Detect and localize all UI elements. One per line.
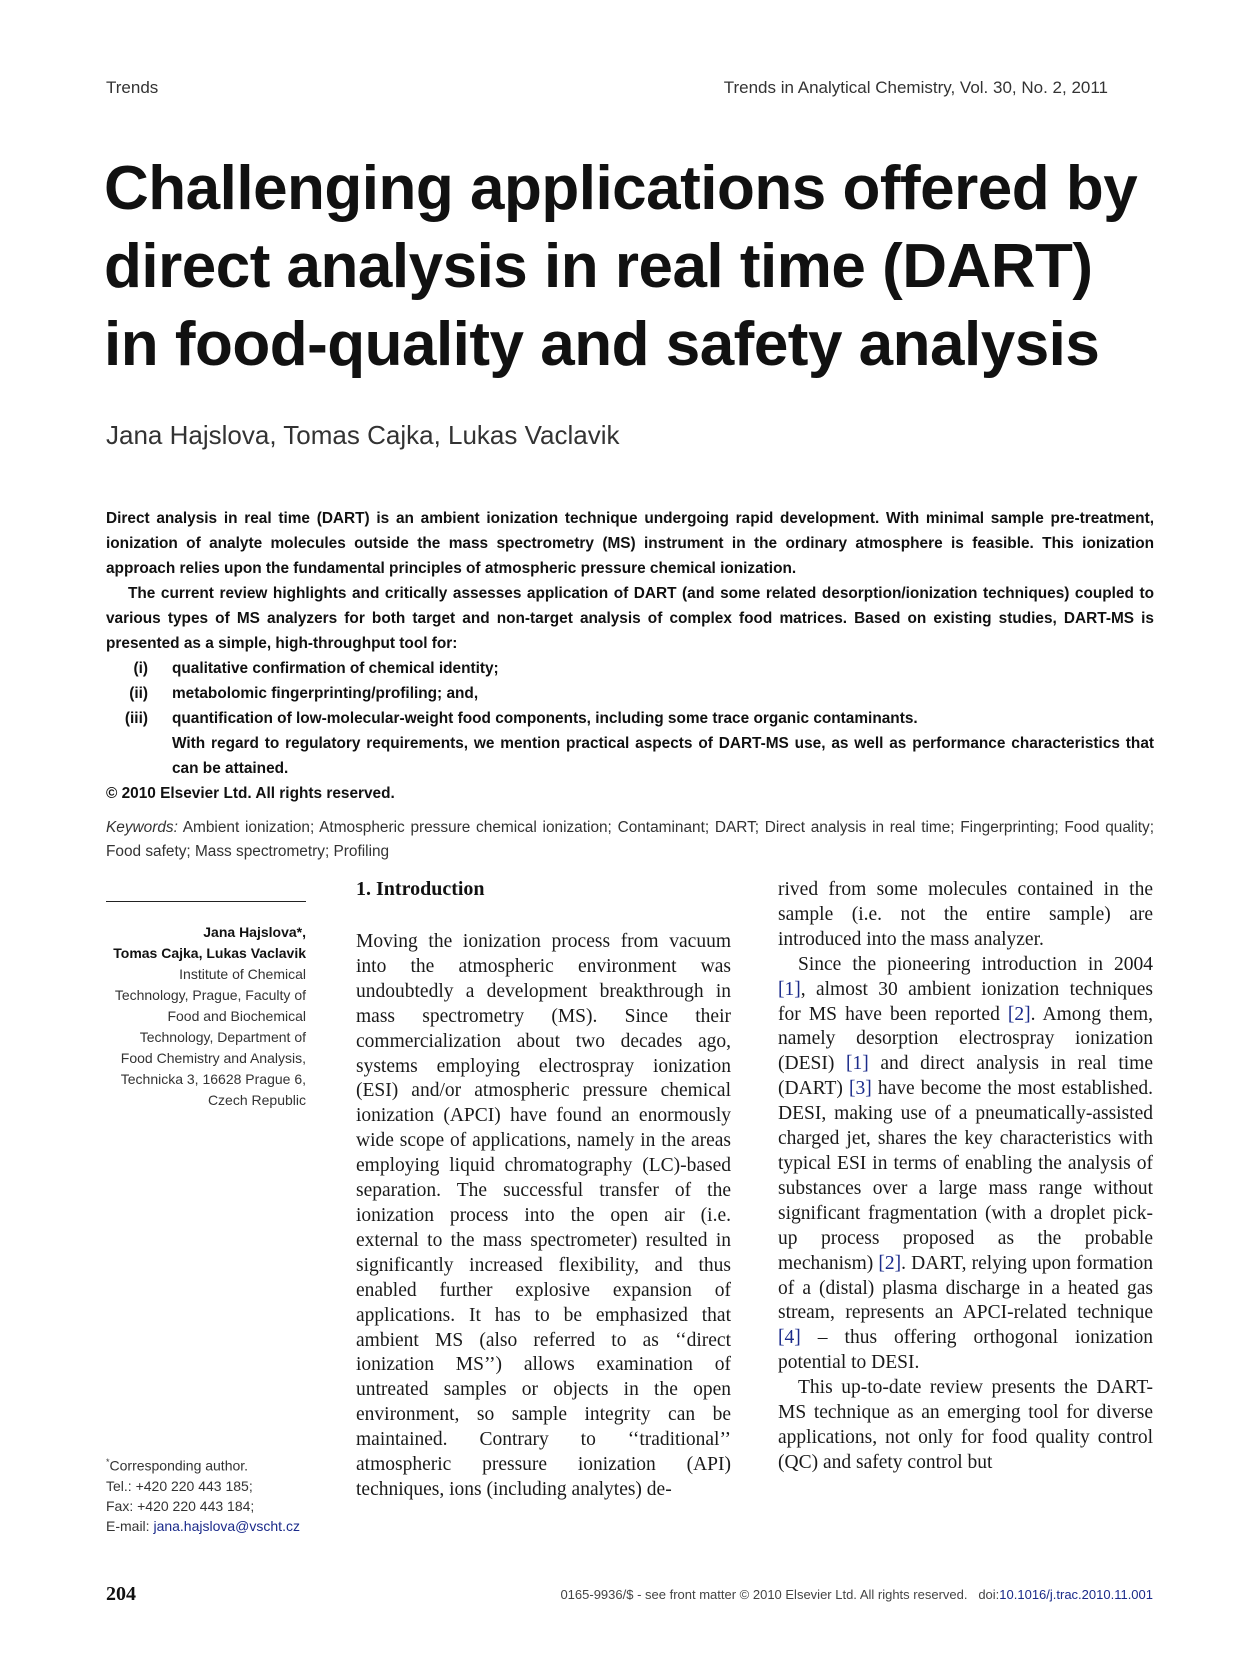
running-header-section: Trends	[106, 78, 159, 97]
affiliation-line: Technology, Department of	[139, 1029, 306, 1045]
affiliation-author: Tomas Cajka, Lukas Vaclavik	[113, 945, 306, 961]
body-paragraph: rived from some molecules contained in the sample (i.e. not the entire sample) are introduced into the mass analyzer.	[778, 879, 1153, 950]
citation-link[interactable]: [2]	[878, 1252, 902, 1274]
body-paragraph: Moving the ionization process from vacuum into the atmospheric environment was undoubtedly a development breakthrough in mass spectrometry (MS). Since their commercialization about two decades ago, systems employing electrospray ionization (ESI) and/or atmospheric pressure chemical ionization (APCI) have found an enormously wide scope of applications, namely in the areas employing liquid chromatography (LC)-based separation. The successful transfer of the ionization process into the open air (i.e. external to the mass spectrometer) resulted in significantly increased flexibility, and thus enabled further explosive expansion of applications. It has to be emphasized that ambient MS (also referred to as ‘‘direct ionization MS’’) allows examination of untreated samples or objects in the open environment, so sample integrity can be maintained. Contrary to ‘‘traditional’’ atmospheric pressure ionization (API) techniques, ions (including analytes) de-	[356, 931, 731, 1500]
affiliation-line: Technicka 3, 16628 Prague 6,	[120, 1071, 306, 1087]
section-heading: 1. Introduction	[356, 878, 485, 900]
doi-label: doi:	[978, 1587, 1000, 1602]
text-run: – thus offering orthogonal ionization potential to DESI.	[778, 1327, 1153, 1374]
keywords-text: Ambient ionization; Atmospheric pressure chemical ionization; Contaminant; DART; Direct analysis in real time; Fingerprinting; Food quality; Food safety; Mass spectrometry; Profiling	[106, 819, 1154, 860]
affiliation-author: Jana Hajslova*,	[203, 924, 306, 940]
list-item-number: (iii)	[124, 710, 148, 727]
abstract-paragraph: The current review highlights and critically assesses application of DART (and some related desorption/ionization techniques) coupled to various types of MS analyzers for both target and non-target analysis of complex food matrices. Based on existing studies, DART-MS is presented as a simple, high-throughput tool for:	[106, 585, 1154, 652]
list-item-number: (i)	[133, 660, 148, 677]
page-number: 204	[106, 1583, 136, 1605]
title-line: direct analysis in real time (DART)	[104, 232, 1093, 301]
abstract-list	[106, 656, 1154, 731]
article-title	[104, 150, 1144, 384]
corresponding-tel: Tel.: +420 220 443 185;	[106, 1477, 253, 1494]
abstract-list-item	[106, 706, 1154, 731]
body-paragraph	[778, 953, 1153, 1376]
title-line: Challenging applications offered by	[104, 154, 1138, 223]
body-paragraph: This up-to-date review presents the DART-MS technique as an emerging tool for diverse applications, not only for food quality control (QC) and safety control but	[778, 1377, 1153, 1473]
abstract-paragraph: Direct analysis in real time (DART) is an ambient ionization technique undergoing rapid development. With minimal sample pre-treatment, ionization of analyte molecules outside the mass spectrometry (MS) instrument in the ordinary atmosphere is feasible. This ionization approach relies upon the fundamental principles of atmospheric pressure chemical ionization.	[106, 510, 1154, 577]
text-run: . Among them, namely desorption electrospray ionization (DESI)	[778, 1003, 1153, 1075]
email-label: E-mail:	[106, 1517, 150, 1534]
corresponding-label: Corresponding author.	[109, 1457, 249, 1474]
corresponding-label-line	[106, 1452, 326, 1476]
citation-link[interactable]: [1]	[845, 1053, 869, 1075]
list-item-text: metabolomic fingerprinting/profiling; and,	[172, 685, 479, 702]
text-run: , almost 30 ambient ionization techniques for MS have been reported	[778, 978, 1153, 1025]
copyright-notice: © 2010 Elsevier Ltd. All rights reserved.	[106, 785, 395, 802]
keywords-label: Keywords:	[106, 819, 178, 836]
citation-link[interactable]: [3]	[849, 1078, 872, 1100]
abstract-list-item	[106, 681, 1154, 706]
citation-link[interactable]: [4]	[778, 1327, 801, 1349]
footnote-marker: *	[106, 1457, 110, 1467]
abstract-paragraph: With regard to regulatory requirements, we mention practical aspects of DART-MS use, as well as performance characteristics that can be attained.	[172, 735, 1154, 777]
corresponding-fax: Fax: +420 220 443 184;	[106, 1497, 255, 1514]
footer-issn: 0165-9936/$ - see front matter © 2010 Elsevier Ltd. All rights reserved.	[560, 1587, 968, 1602]
list-item-text: quantification of low-molecular-weight food components, including some trace organic contaminants.	[172, 710, 918, 727]
text-run: and direct analysis in real time (DART)	[778, 1053, 1153, 1100]
text-column-2	[778, 878, 1153, 1476]
affiliation-divider	[106, 901, 306, 902]
title-line: in food-quality and safety analysis	[104, 310, 1100, 379]
author-affiliation	[106, 922, 306, 1111]
abstract-list-item	[106, 656, 1154, 681]
text-run: Since the pioneering introduction in 2004	[798, 953, 1153, 975]
article-authors: Jana Hajslova, Tomas Cajka, Lukas Vaclavik	[106, 420, 620, 450]
abstract	[106, 506, 1154, 806]
affiliation-line: Food and Biochemical	[167, 1008, 306, 1024]
affiliation-line: Institute of Chemical	[179, 966, 306, 982]
doi-link[interactable]: 10.1016/j.trac.2010.11.001	[999, 1587, 1153, 1602]
list-item-text: qualitative confirmation of chemical identity;	[172, 660, 499, 677]
list-item-number: (ii)	[129, 685, 148, 702]
affiliation-line: Technology, Prague, Faculty of	[114, 987, 306, 1003]
corresponding-author-note	[106, 1452, 326, 1536]
text-run: have become the most established. DESI, making use of a pneumatically-assisted charged jet, shares the key characteristics with typical ESI in terms of enabling the analysis of substances over a large mass range without significant fragmentation (with a droplet pick-up process proposed as the probable mechanism)	[778, 1078, 1153, 1274]
text-column-1	[356, 878, 731, 1503]
citation-link[interactable]: [1]	[778, 978, 801, 1000]
affiliation-line: Food Chemistry and Analysis,	[120, 1050, 306, 1066]
email-link[interactable]: jana.hajslova@vscht.cz	[153, 1517, 300, 1534]
corresponding-email-line	[106, 1516, 326, 1536]
footer-line	[560, 1587, 1153, 1602]
citation-link[interactable]: [2]	[1007, 1003, 1031, 1025]
affiliation-line: Czech Republic	[207, 1092, 306, 1108]
text-run: . DART, relying upon formation of a (distal) plasma discharge in a heated gas stream, represents an APCI-related technique	[778, 1252, 1153, 1324]
keywords	[106, 816, 1154, 864]
running-header-journal: Trends in Analytical Chemistry, Vol. 30, No. 2, 2011	[723, 78, 1108, 97]
